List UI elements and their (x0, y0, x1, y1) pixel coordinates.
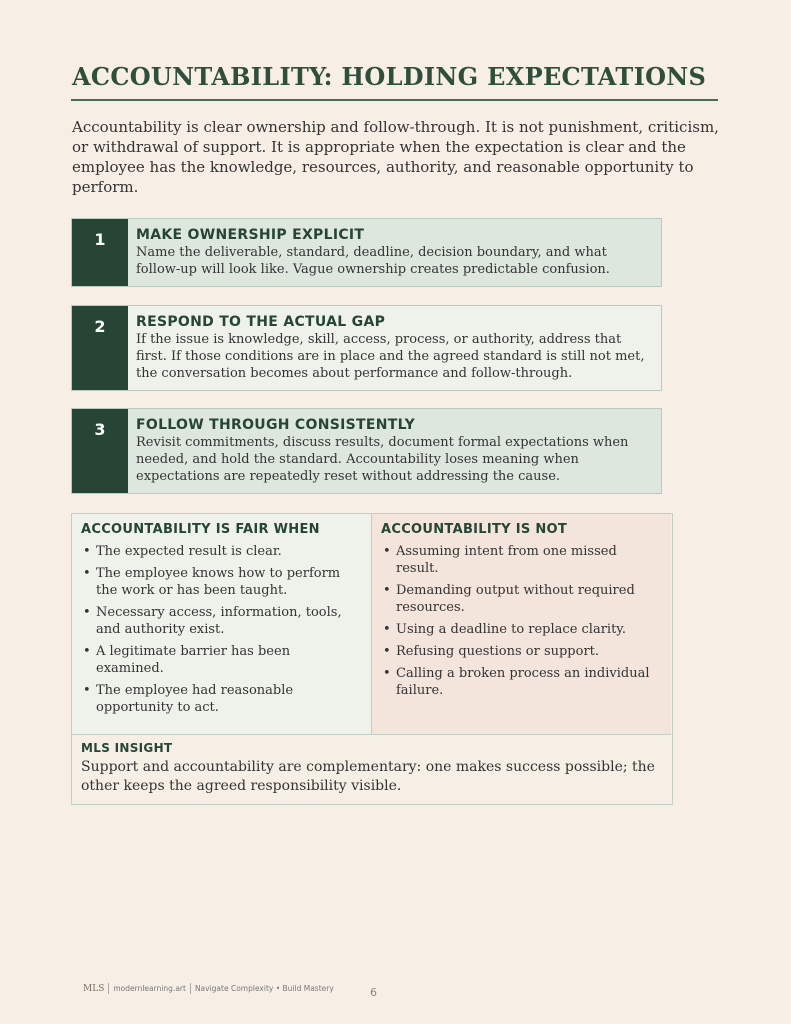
footer (83, 983, 334, 994)
is-not-column (372, 514, 671, 734)
is-not-heading: ACCOUNTABILITY IS NOT (381, 522, 568, 537)
list-item: • The employee knows how to perform the work or has been taught. (81, 565, 361, 599)
fair-when-heading: ACCOUNTABILITY IS FAIR WHEN (81, 522, 320, 537)
fair-when-column (72, 514, 372, 734)
list-item: • The expected result is clear. (81, 543, 361, 560)
insight-heading: MLS INSIGHT (81, 741, 173, 755)
insight-text: Support and accountability are complementary: one makes success possible; the other keeps the agreed responsibility visible. (81, 759, 655, 794)
mls-insight-box (72, 734, 671, 803)
step-heading: RESPOND TO THE ACTUAL GAP (136, 314, 386, 330)
page-title: ACCOUNTABILITY: HOLDING EXPECTATIONS (72, 62, 707, 91)
footer-tagline: Navigate Complexity • Build Mastery (194, 984, 334, 993)
footer-site: modernlearning.art (113, 984, 186, 993)
step-1-card (71, 218, 662, 287)
step-heading: FOLLOW THROUGH CONSISTENTLY (136, 417, 416, 433)
step-text: If the issue is knowledge, skill, access, process, or authority, address that first. If those conditions are in place and the agreed standard is still not met, the conversation becomes about performance and follow-through. (136, 332, 645, 381)
step-number: 1 (72, 219, 128, 286)
accountability-comparison-table (71, 513, 673, 805)
list-item: • Necessary access, information, tools, and authority exist. (81, 604, 361, 638)
mls-logo: MLS (83, 983, 105, 994)
intro-paragraph: Accountability is clear ownership and follow-through. It is not punishment, criticism, or withdrawal of support. It is appropriate when the expectation is clear and the employee has the knowledge, resources, authority, and reasonable opportunity to perform. (72, 118, 719, 196)
step-number: 2 (72, 306, 128, 390)
footer-divider (108, 983, 109, 994)
page-number: 6 (370, 986, 377, 999)
list-item: • The employee had reasonable opportunity to act. (81, 682, 361, 716)
title-divider (71, 99, 718, 101)
footer-divider (190, 983, 191, 994)
list-item: • Using a deadline to replace clarity. (381, 621, 661, 638)
list-item: • Assuming intent from one missed result. (381, 543, 661, 577)
step-text: Name the deliverable, standard, deadline, decision boundary, and what follow-up will look like. Vague ownership creates predictable confusion. (136, 245, 610, 277)
step-2-card (71, 305, 662, 391)
list-item: • Calling a broken process an individual failure. (381, 665, 661, 699)
step-heading: MAKE OWNERSHIP EXPLICIT (136, 227, 365, 243)
list-item: • Refusing questions or support. (381, 643, 661, 660)
step-number: 3 (72, 409, 128, 493)
step-text: Revisit commitments, discuss results, document formal expectations when needed, and hold the standard. Accountability loses meaning when expectations are repeatedly reset without addressing the cause. (136, 435, 629, 484)
step-3-card (71, 408, 662, 494)
list-item: • A legitimate barrier has been examined. (81, 643, 361, 677)
list-item: • Demanding output without required resources. (381, 582, 661, 616)
